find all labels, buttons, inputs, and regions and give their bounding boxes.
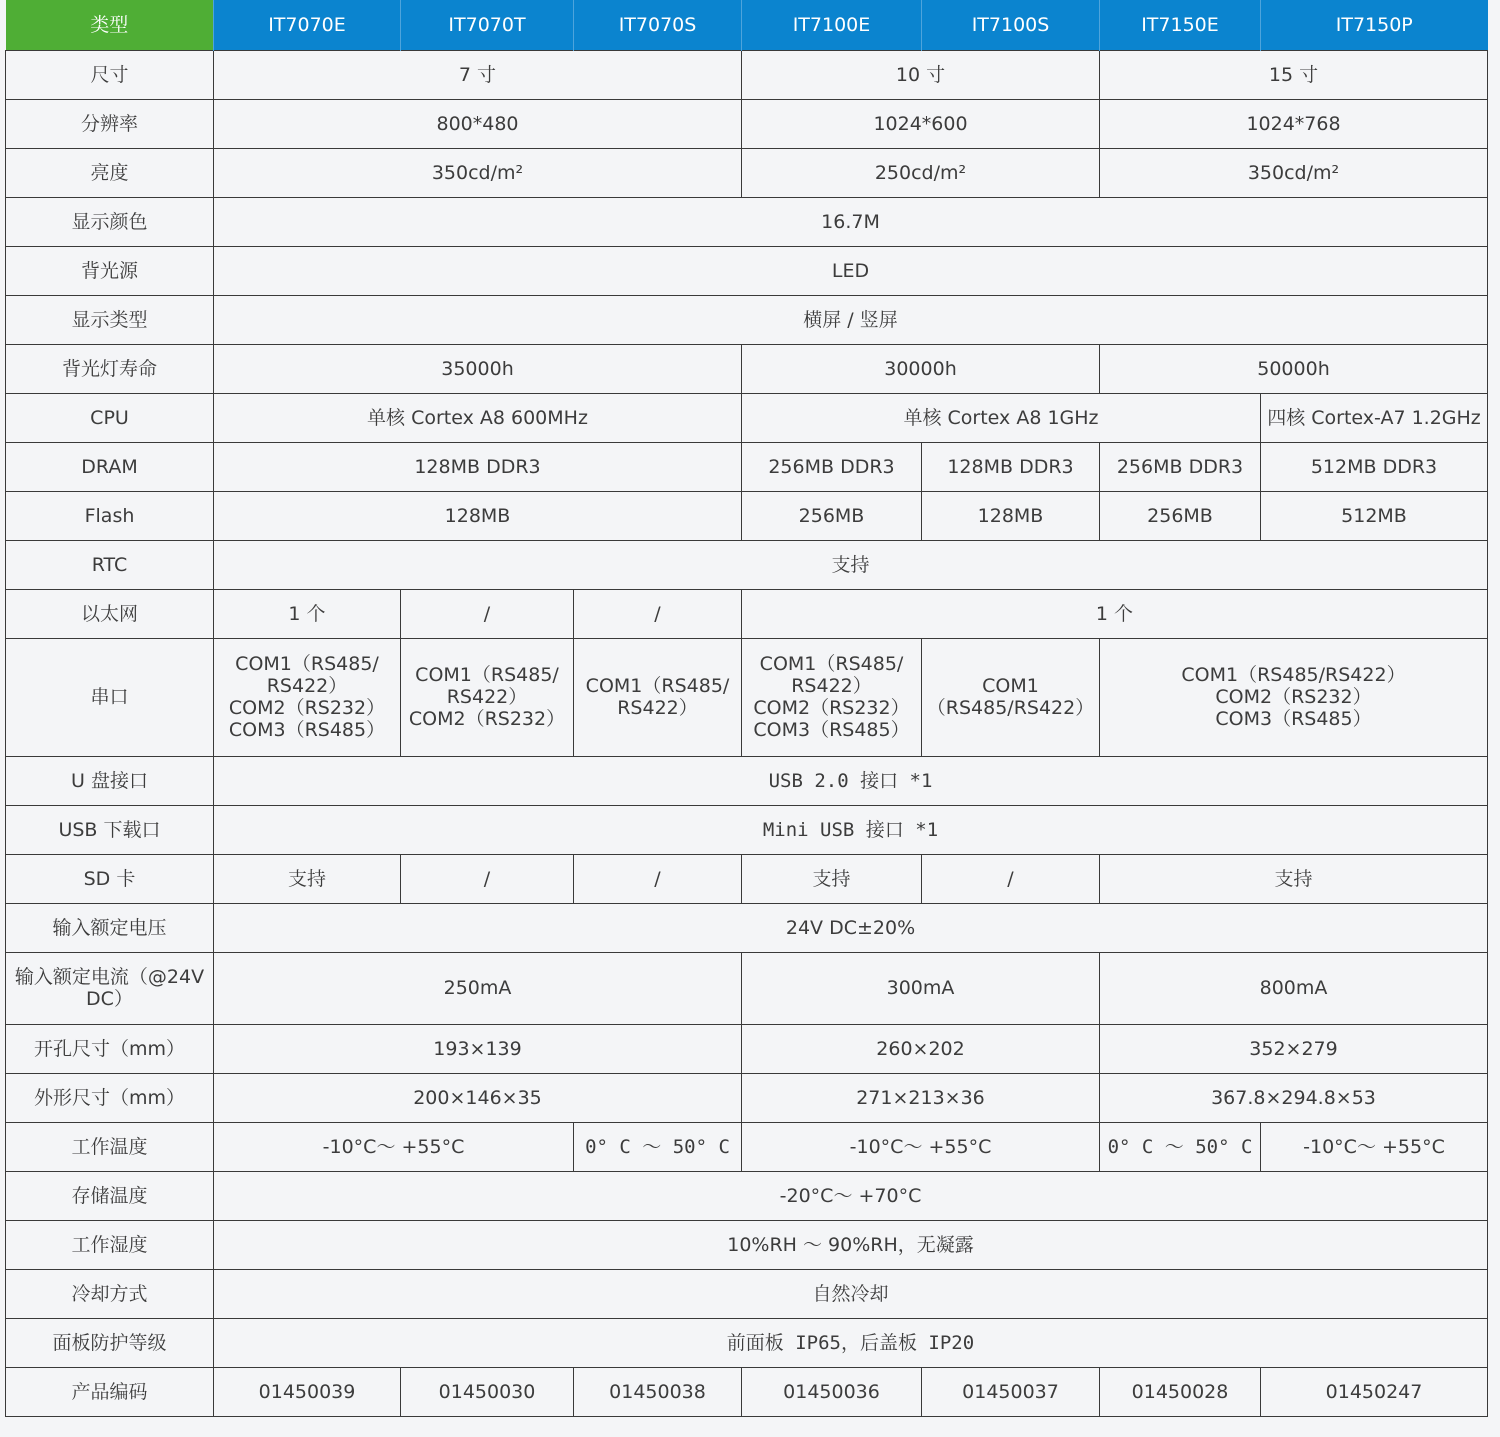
cell-value: 01450038 <box>574 1367 742 1416</box>
cell-value: -10°C～ +55°C <box>214 1122 574 1171</box>
cell-value: 16.7M <box>214 197 1488 246</box>
serial-line: RS422） <box>446 686 528 708</box>
row-label: 存储温度 <box>6 1171 214 1220</box>
header-model-it7150p: IT7150P <box>1261 0 1488 50</box>
serial-line: COM2（RS232） <box>228 697 386 719</box>
cell-value: 0° C ～ 50° C <box>574 1122 742 1171</box>
cell-value <box>922 638 1100 756</box>
row-label: 以太网 <box>6 589 214 638</box>
cell-value: 256MB <box>742 491 922 540</box>
serial-line: COM2（RS232） <box>753 697 910 719</box>
serial-line: RS422） <box>266 675 348 697</box>
cell-value: LED <box>214 246 1488 295</box>
cell-value: 单核 Cortex A8 1GHz <box>742 393 1261 442</box>
row-label: 开孔尺寸（mm） <box>6 1024 214 1073</box>
cell-value: 15 寸 <box>1100 50 1488 99</box>
cell-value: USB 2.0 接口 *1 <box>214 756 1488 805</box>
cell-value: 横屏 / 竖屏 <box>214 295 1488 344</box>
row-label: 串口 <box>6 638 214 756</box>
cell-value: 01450036 <box>742 1367 922 1416</box>
cell-value: / <box>574 589 742 638</box>
header-model-it7070e: IT7070E <box>214 0 401 50</box>
cell-value: 271×213×36 <box>742 1073 1100 1122</box>
row-storage-temp <box>6 1171 1488 1220</box>
serial-line: COM1（RS485/ <box>235 653 379 675</box>
row-current <box>6 952 1488 1024</box>
row-flash <box>6 491 1488 540</box>
cell-value: 128MB <box>214 491 742 540</box>
row-label: 冷却方式 <box>6 1269 214 1318</box>
cell-value: 256MB DDR3 <box>742 442 922 491</box>
cell-value: 1024*600 <box>742 99 1100 148</box>
cell-value: 128MB DDR3 <box>922 442 1100 491</box>
serial-line: COM3（RS485） <box>228 719 386 741</box>
cell-value: 193×139 <box>214 1024 742 1073</box>
cell-value <box>1100 638 1488 756</box>
cell-value: 30000h <box>742 344 1100 393</box>
row-label: CPU <box>6 393 214 442</box>
cell-value: 350cd/m² <box>214 148 742 197</box>
cell-value: 352×279 <box>1100 1024 1488 1073</box>
cell-value: 单核 Cortex A8 600MHz <box>214 393 742 442</box>
cell-value: -10°C～ +55°C <box>1261 1122 1488 1171</box>
cell-value <box>401 638 574 756</box>
serial-line: COM1（RS485/ <box>585 675 730 697</box>
row-label: 工作温度 <box>6 1122 214 1171</box>
cell-value: 0° C ～ 50° C <box>1100 1122 1261 1171</box>
row-udisk <box>6 756 1488 805</box>
serial-line: COM1（RS485/ <box>759 653 904 675</box>
cell-value: 50000h <box>1100 344 1488 393</box>
row-label: 尺寸 <box>6 50 214 99</box>
serial-line: RS422） <box>617 697 698 719</box>
row-cutout <box>6 1024 1488 1073</box>
spec-table <box>5 0 1488 1417</box>
row-work-temp <box>6 1122 1488 1171</box>
row-label: 输入额定电压 <box>6 903 214 952</box>
row-label: RTC <box>6 540 214 589</box>
row-label: 产品编码 <box>6 1367 214 1416</box>
cell-value: 800mA <box>1100 952 1488 1024</box>
cell-value: Mini USB 接口 *1 <box>214 805 1488 854</box>
serial-line: COM1（RS485/RS422） <box>1181 664 1406 686</box>
row-cpu <box>6 393 1488 442</box>
row-label: 面板防护等级 <box>6 1318 214 1367</box>
row-rtc <box>6 540 1488 589</box>
cell-value: 512MB DDR3 <box>1261 442 1488 491</box>
serial-line: COM1（RS485/ <box>415 664 559 686</box>
row-label: SD 卡 <box>6 854 214 903</box>
row-protection <box>6 1318 1488 1367</box>
row-display-type <box>6 295 1488 344</box>
row-resolution <box>6 99 1488 148</box>
cell-value: -20°C～ +70°C <box>214 1171 1488 1220</box>
row-label: U 盘接口 <box>6 756 214 805</box>
cell-value: 350cd/m² <box>1100 148 1488 197</box>
cell-value: / <box>401 589 574 638</box>
row-label: USB 下载口 <box>6 805 214 854</box>
cell-value: 1024*768 <box>1100 99 1488 148</box>
serial-line: COM3（RS485） <box>1215 708 1372 730</box>
cell-value: 自然冷却 <box>214 1269 1488 1318</box>
row-label: 背光源 <box>6 246 214 295</box>
cell-value: 128MB <box>922 491 1100 540</box>
cell-value: 200×146×35 <box>214 1073 742 1122</box>
header-model-it7070s: IT7070S <box>574 0 742 50</box>
cell-value: 01450030 <box>401 1367 574 1416</box>
cell-value: 10 寸 <box>742 50 1100 99</box>
cell-value: 四核 Cortex-A7 1.2GHz <box>1261 393 1488 442</box>
serial-line: （RS485/RS422） <box>926 697 1095 719</box>
cell-value: 01450039 <box>214 1367 401 1416</box>
cell-value: 250cd/m² <box>742 148 1100 197</box>
cell-value: 24V DC±20% <box>214 903 1488 952</box>
cell-value: / <box>574 854 742 903</box>
cell-value: 128MB DDR3 <box>214 442 742 491</box>
cell-value: 支持 <box>214 540 1488 589</box>
cell-value: 7 寸 <box>214 50 742 99</box>
header-model-it7100e: IT7100E <box>742 0 922 50</box>
row-size <box>6 50 1488 99</box>
cell-value: 支持 <box>742 854 922 903</box>
serial-line: COM2（RS232） <box>408 708 566 730</box>
cell-value: 支持 <box>214 854 401 903</box>
serial-line: COM1 <box>982 675 1039 697</box>
row-label: 亮度 <box>6 148 214 197</box>
header-type-cell: 类型 <box>6 0 214 50</box>
header-row <box>6 0 1488 50</box>
row-serial <box>6 638 1488 756</box>
row-humidity <box>6 1220 1488 1269</box>
cell-value: 367.8×294.8×53 <box>1100 1073 1488 1122</box>
cell-value: 512MB <box>1261 491 1488 540</box>
serial-line: COM2（RS232） <box>1215 686 1372 708</box>
cell-value: 1 个 <box>214 589 401 638</box>
cell-value: 256MB <box>1100 491 1261 540</box>
cell-value <box>574 638 742 756</box>
header-model-it7150e: IT7150E <box>1100 0 1261 50</box>
cell-value: 10%RH ～ 90%RH，无凝露 <box>214 1220 1488 1269</box>
row-label: 显示类型 <box>6 295 214 344</box>
row-voltage <box>6 903 1488 952</box>
row-product-code <box>6 1367 1488 1416</box>
header-model-it7070t: IT7070T <box>401 0 574 50</box>
cell-value: 35000h <box>214 344 742 393</box>
cell-value: 前面板 IP65，后盖板 IP20 <box>214 1318 1488 1367</box>
cell-value <box>742 638 922 756</box>
row-label: 背光灯寿命 <box>6 344 214 393</box>
row-outline <box>6 1073 1488 1122</box>
cell-value: 300mA <box>742 952 1100 1024</box>
row-ethernet <box>6 589 1488 638</box>
row-label: 输入额定电流（@24V DC） <box>6 952 214 1024</box>
header-model-it7100s: IT7100S <box>922 0 1100 50</box>
cell-value: 256MB DDR3 <box>1100 442 1261 491</box>
cell-value: 250mA <box>214 952 742 1024</box>
cell-value: 01450028 <box>1100 1367 1261 1416</box>
row-label: Flash <box>6 491 214 540</box>
row-label: 分辨率 <box>6 99 214 148</box>
row-colors <box>6 197 1488 246</box>
row-backlight-life <box>6 344 1488 393</box>
cell-value: 800*480 <box>214 99 742 148</box>
row-label: 外形尺寸（mm） <box>6 1073 214 1122</box>
row-label: DRAM <box>6 442 214 491</box>
row-label: 显示颜色 <box>6 197 214 246</box>
row-backlight <box>6 246 1488 295</box>
row-sd <box>6 854 1488 903</box>
cell-value: 支持 <box>1100 854 1488 903</box>
cell-value: / <box>401 854 574 903</box>
cell-value: 260×202 <box>742 1024 1100 1073</box>
row-label: 工作湿度 <box>6 1220 214 1269</box>
row-usb-download <box>6 805 1488 854</box>
cell-value: 1 个 <box>742 589 1488 638</box>
cell-value: / <box>922 854 1100 903</box>
serial-line: RS422） <box>791 675 872 697</box>
serial-line: COM3（RS485） <box>753 719 910 741</box>
row-brightness <box>6 148 1488 197</box>
row-cooling <box>6 1269 1488 1318</box>
cell-value: 01450247 <box>1261 1367 1488 1416</box>
cell-value <box>214 638 401 756</box>
cell-value: 01450037 <box>922 1367 1100 1416</box>
row-dram <box>6 442 1488 491</box>
cell-value: -10°C～ +55°C <box>742 1122 1100 1171</box>
